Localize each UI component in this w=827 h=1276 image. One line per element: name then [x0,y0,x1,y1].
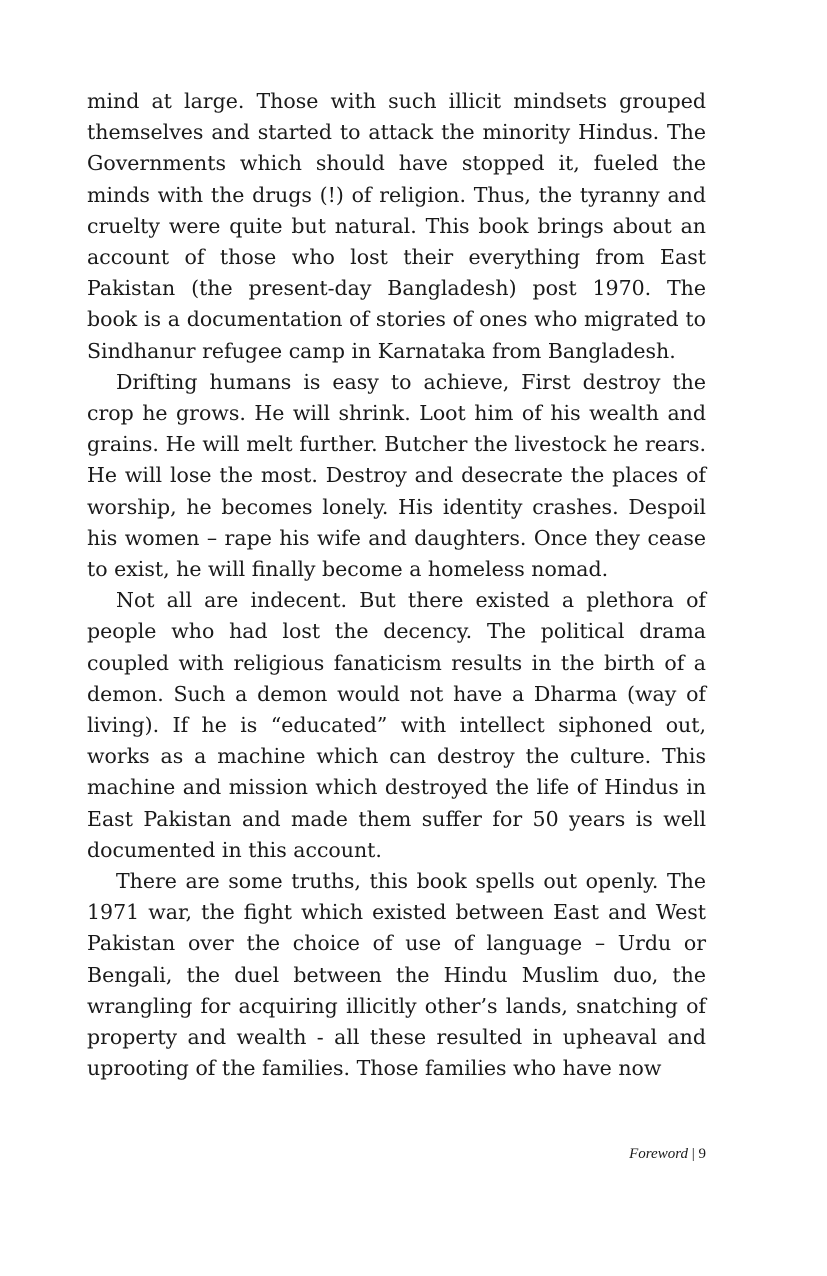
paragraph-4: There are some truths, this book spells out openly. The 1971 war, the fight which existed between East and West Pakistan over the choice of use of language – Urdu or Bengali, the duel between the Hindu Muslim duo, the wrangling for acquiring illicitly other’s lands, snatching of property and wealth - all these resulted in upheaval and uprooting of the families. Those families who have now [87,869,706,1081]
page-number: 9 [698,1146,706,1162]
paragraph-1: mind at large. Those with such illicit mindsets grouped themselves and started to attack the minority Hindus. The Governments which should have stopped it, fueled the minds with the drugs (!) of religion. Thus, the tyranny and cruelty were quite but natural. This book brings about an account of those who lost their everything from East Pakistan (the present-day Bangladesh) post 1970. The book is a documentation of stories of ones who migrated to Sindhanur refugee camp in Karnataka from Bangladesh. [87,89,706,363]
paragraph-2: Drifting humans is easy to achieve, First destroy the crop he grows. He will shrink. Loot him of his wealth and grains. He will melt further. Butcher the livestock he rears. He will lose the most. Destroy and desecrate the places of worship, he becomes lonely. His identity crashes. Despoil his women – rape his wife and daughters. Once they cease to exist, he will finally become a homeless nomad. [87,369,706,582]
page-footer [629,1146,706,1163]
body-text [87,86,706,1085]
paragraph-3: Not all are indecent. But there existed a plethora of people who had lost the decency. The political drama coupled with religious fanaticism results in the birth of a demon. Such a demon would not have a Dharma (way of living). If he is “educated” with intellect siphoned out, works as a machine which can destroy the culture. This machine and mission which destroyed the life of Hindus in East Pakistan and made them suffer for 50 years is well documented in this account. [87,588,706,862]
section-title: Foreword [629,1146,688,1162]
footer-separator: | [691,1146,695,1162]
